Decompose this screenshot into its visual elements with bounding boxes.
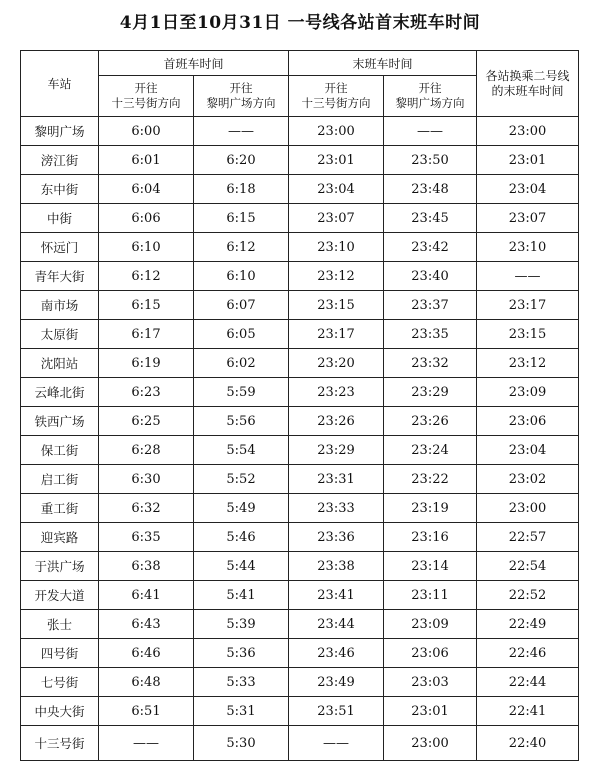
station-cell: 张士 xyxy=(21,610,99,639)
first-dir-b-cell: 5:52 xyxy=(194,465,289,494)
last-dir-a-header: 开往 十三号街方向 xyxy=(289,76,384,117)
first-dir-a-cell: 6:43 xyxy=(99,610,194,639)
last-dir-b-cell: 23:42 xyxy=(384,233,477,262)
station-cell: 云峰北街 xyxy=(21,378,99,407)
first-dir-a-cell: 6:17 xyxy=(99,320,194,349)
station-cell: 青年大街 xyxy=(21,262,99,291)
last-dir-a-cell: 23:00 xyxy=(289,117,384,146)
first-dir-b-cell: 5:49 xyxy=(194,494,289,523)
last-dir-a-cell: 23:51 xyxy=(289,697,384,726)
last-dir-b-cell: 23:45 xyxy=(384,204,477,233)
first-dir-b-cell: 6:20 xyxy=(194,146,289,175)
last-dir-b-cell: 23:32 xyxy=(384,349,477,378)
transfer-cell: 23:04 xyxy=(477,175,579,204)
first-dir-b-cell: 5:44 xyxy=(194,552,289,581)
last-dir-b-cell: 23:40 xyxy=(384,262,477,291)
schedule-table xyxy=(20,50,579,761)
table-row xyxy=(21,233,579,262)
transfer-cell: 23:12 xyxy=(477,349,579,378)
first-dir-a-cell: 6:15 xyxy=(99,291,194,320)
table-row xyxy=(21,146,579,175)
first-dir-a-cell: 6:30 xyxy=(99,465,194,494)
first-dir-a-cell: 6:51 xyxy=(99,697,194,726)
last-dir-a-cell: 23:01 xyxy=(289,146,384,175)
transfer-cell: 23:00 xyxy=(477,117,579,146)
last-dir-b-cell: 23:09 xyxy=(384,610,477,639)
first-dir-a-cell: 6:32 xyxy=(99,494,194,523)
station-cell: 怀远门 xyxy=(21,233,99,262)
station-cell: 十三号街 xyxy=(21,726,99,761)
table-row xyxy=(21,204,579,233)
transfer-cell: 22:46 xyxy=(477,639,579,668)
first-dir-b-cell: 6:10 xyxy=(194,262,289,291)
last-dir-a-cell: 23:10 xyxy=(289,233,384,262)
last-dir-b-cell: 23:11 xyxy=(384,581,477,610)
transfer-header: 各站换乘二号线 的末班车时间 xyxy=(477,51,579,117)
last-dir-b-cell: 23:29 xyxy=(384,378,477,407)
last-dir-a-cell: 23:23 xyxy=(289,378,384,407)
last-dir-a-cell: 23:31 xyxy=(289,465,384,494)
table-row xyxy=(21,262,579,291)
transfer-cell: 23:04 xyxy=(477,436,579,465)
table-row xyxy=(21,581,579,610)
first-dir-b-cell: 6:12 xyxy=(194,233,289,262)
first-dir-b-header: 开往 黎明广场方向 xyxy=(194,76,289,117)
first-dir-b-cell: 5:59 xyxy=(194,378,289,407)
first-dir-a-cell: 6:04 xyxy=(99,175,194,204)
last-dir-a-cell: 23:26 xyxy=(289,407,384,436)
first-dir-b-cell: 5:41 xyxy=(194,581,289,610)
last-dir-b-cell: —— xyxy=(384,117,477,146)
first-dir-b-cell: —— xyxy=(194,117,289,146)
first-dir-b-cell: 5:54 xyxy=(194,436,289,465)
last-dir-a-cell: 23:33 xyxy=(289,494,384,523)
transfer-cell: 23:06 xyxy=(477,407,579,436)
first-dir-a-cell: 6:01 xyxy=(99,146,194,175)
last-dir-a-cell: 23:20 xyxy=(289,349,384,378)
transfer-cell: 23:17 xyxy=(477,291,579,320)
station-column-header: 车站 xyxy=(21,51,99,117)
first-dir-a-cell: 6:48 xyxy=(99,668,194,697)
table-row xyxy=(21,523,579,552)
station-cell: 于洪广场 xyxy=(21,552,99,581)
station-cell: 东中街 xyxy=(21,175,99,204)
table-row xyxy=(21,349,579,378)
transfer-cell: 22:44 xyxy=(477,668,579,697)
last-dir-a-cell: 23:07 xyxy=(289,204,384,233)
last-dir-b-cell: 23:01 xyxy=(384,697,477,726)
first-dir-a-cell: 6:23 xyxy=(99,378,194,407)
station-cell: 四号街 xyxy=(21,639,99,668)
table-row xyxy=(21,639,579,668)
first-dir-a-cell: —— xyxy=(99,726,194,761)
last-dir-b-cell: 23:50 xyxy=(384,146,477,175)
first-dir-b-cell: 5:31 xyxy=(194,697,289,726)
table-row xyxy=(21,175,579,204)
table-row xyxy=(21,610,579,639)
last-dir-a-cell: 23:36 xyxy=(289,523,384,552)
first-dir-b-cell: 6:15 xyxy=(194,204,289,233)
station-cell: 中央大街 xyxy=(21,697,99,726)
table-row xyxy=(21,291,579,320)
last-dir-b-cell: 23:00 xyxy=(384,726,477,761)
last-dir-a-cell: 23:29 xyxy=(289,436,384,465)
page-title: 4月1日至10月31日 一号线各站首末班车时间 xyxy=(119,13,481,33)
last-dir-b-cell: 23:24 xyxy=(384,436,477,465)
first-dir-a-cell: 6:46 xyxy=(99,639,194,668)
last-dir-a-cell: 23:44 xyxy=(289,610,384,639)
transfer-cell: 22:52 xyxy=(477,581,579,610)
last-dir-a-cell: 23:12 xyxy=(289,262,384,291)
last-dir-b-cell: 23:03 xyxy=(384,668,477,697)
station-cell: 迎宾路 xyxy=(21,523,99,552)
transfer-cell: 23:01 xyxy=(477,146,579,175)
first-dir-a-cell: 6:19 xyxy=(99,349,194,378)
table-row xyxy=(21,378,579,407)
last-dir-a-cell: 23:46 xyxy=(289,639,384,668)
last-dir-b-cell: 23:48 xyxy=(384,175,477,204)
first-dir-a-cell: 6:38 xyxy=(99,552,194,581)
station-cell: 启工街 xyxy=(21,465,99,494)
station-cell: 中街 xyxy=(21,204,99,233)
first-dir-b-cell: 5:30 xyxy=(194,726,289,761)
first-dir-b-cell: 6:07 xyxy=(194,291,289,320)
transfer-cell: 22:49 xyxy=(477,610,579,639)
last-dir-a-cell: 23:38 xyxy=(289,552,384,581)
station-cell: 黎明广场 xyxy=(21,117,99,146)
first-train-header: 首班车时间 xyxy=(99,51,289,76)
transfer-cell: 23:10 xyxy=(477,233,579,262)
last-train-header: 末班车时间 xyxy=(289,51,477,76)
last-dir-a-cell: 23:04 xyxy=(289,175,384,204)
station-cell: 铁西广场 xyxy=(21,407,99,436)
first-dir-a-cell: 6:28 xyxy=(99,436,194,465)
station-cell: 保工街 xyxy=(21,436,99,465)
last-dir-b-cell: 23:22 xyxy=(384,465,477,494)
first-dir-a-cell: 6:12 xyxy=(99,262,194,291)
station-cell: 太原街 xyxy=(21,320,99,349)
transfer-cell: —— xyxy=(477,262,579,291)
station-cell: 开发大道 xyxy=(21,581,99,610)
first-dir-b-cell: 5:39 xyxy=(194,610,289,639)
last-dir-a-cell: 23:17 xyxy=(289,320,384,349)
table-row xyxy=(21,117,579,146)
transfer-cell: 23:07 xyxy=(477,204,579,233)
table-row xyxy=(21,726,579,761)
first-dir-a-header: 开往 十三号街方向 xyxy=(99,76,194,117)
table-row xyxy=(21,668,579,697)
table-row xyxy=(21,465,579,494)
first-dir-a-cell: 6:35 xyxy=(99,523,194,552)
first-dir-b-cell: 5:36 xyxy=(194,639,289,668)
transfer-cell: 23:00 xyxy=(477,494,579,523)
transfer-cell: 23:02 xyxy=(477,465,579,494)
first-dir-b-cell: 6:02 xyxy=(194,349,289,378)
transfer-cell: 22:40 xyxy=(477,726,579,761)
table-row xyxy=(21,320,579,349)
last-dir-b-cell: 23:35 xyxy=(384,320,477,349)
first-dir-b-cell: 6:05 xyxy=(194,320,289,349)
last-dir-a-cell: 23:41 xyxy=(289,581,384,610)
last-dir-b-cell: 23:14 xyxy=(384,552,477,581)
first-dir-b-cell: 5:56 xyxy=(194,407,289,436)
last-dir-a-cell: —— xyxy=(289,726,384,761)
last-dir-a-cell: 23:15 xyxy=(289,291,384,320)
transfer-cell: 23:09 xyxy=(477,378,579,407)
last-dir-b-cell: 23:06 xyxy=(384,639,477,668)
table-row xyxy=(21,552,579,581)
transfer-cell: 23:15 xyxy=(477,320,579,349)
last-dir-b-cell: 23:26 xyxy=(384,407,477,436)
station-cell: 滂江街 xyxy=(21,146,99,175)
first-dir-b-cell: 6:18 xyxy=(194,175,289,204)
last-dir-b-header: 开往 黎明广场方向 xyxy=(384,76,477,117)
first-dir-a-cell: 6:06 xyxy=(99,204,194,233)
station-cell: 重工街 xyxy=(21,494,99,523)
table-row xyxy=(21,436,579,465)
first-dir-a-cell: 6:00 xyxy=(99,117,194,146)
first-dir-a-cell: 6:41 xyxy=(99,581,194,610)
first-dir-b-cell: 5:46 xyxy=(194,523,289,552)
station-cell: 南市场 xyxy=(21,291,99,320)
station-cell: 沈阳站 xyxy=(21,349,99,378)
first-dir-a-cell: 6:10 xyxy=(99,233,194,262)
transfer-cell: 22:57 xyxy=(477,523,579,552)
table-row xyxy=(21,407,579,436)
last-dir-b-cell: 23:19 xyxy=(384,494,477,523)
first-dir-b-cell: 5:33 xyxy=(194,668,289,697)
table-row xyxy=(21,494,579,523)
transfer-cell: 22:54 xyxy=(477,552,579,581)
last-dir-b-cell: 23:37 xyxy=(384,291,477,320)
first-dir-a-cell: 6:25 xyxy=(99,407,194,436)
last-dir-b-cell: 23:16 xyxy=(384,523,477,552)
last-dir-a-cell: 23:49 xyxy=(289,668,384,697)
table-row xyxy=(21,697,579,726)
station-cell: 七号街 xyxy=(21,668,99,697)
transfer-cell: 22:41 xyxy=(477,697,579,726)
